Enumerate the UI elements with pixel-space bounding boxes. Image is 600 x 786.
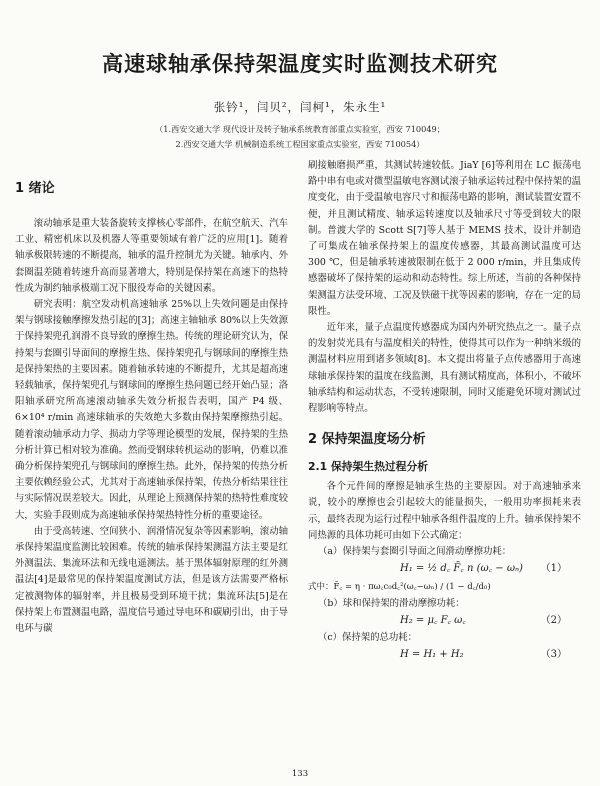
right-column xyxy=(308,158,581,664)
subsection-2-1-title: 2.1 保持架生热过程分析 xyxy=(308,460,429,474)
author-list: 张钤¹，闫贝²，闫柯¹，朱永生¹ xyxy=(213,100,387,114)
equation-3-number: （3） xyxy=(540,649,567,661)
intro-paragraph-continued: 刷接触磨损严重，其测试转速较低。JiaY [6]等利用在 LC 振荡电路中串有电或对微型温敏电容测试滚子轴承运转过程中保持架的温度变化，由于受温敏电容尺寸和振荡电路的影响，测试装置安置不便，并且测试精度、轴承运转速度以及轴承尺寸等受到较大的限制。普渡大学的 Scott S[7]等人基于 MEMS 技术，设计并制造了可集成在轴承保持架上的温度传感器，其最高测试温度可达 300 ℃，但是轴承转速被限制在低于 2 000 r/min，并且集成传感器破坏了保持架的运动和动态特性。综上所述，当前的各种保持架测温方法受环境、工况及铁磁干扰等因素的影响，存在一定的局限性。 xyxy=(308,160,581,317)
intro-paragraph-2: 研究表明：航空发动机高速轴承 25%以上失效问题是由保持架与钢球接触摩擦发热引起的[3]；高速主轴轴承 80%以上失效源于保持架兜孔润滑不良导致的摩擦生热。传统的理论研究认为，保持架与套圈引导面间的摩擦生热、保持架兜孔与钢球间的摩擦生热是保持架热的主要因素。随着轴承转速的不断提升，尤其是超高速轻载轴承，保持架兜孔与钢球间的摩擦生热问题已经开始凸显；洛阳轴承研究所高速滚动轴承失效分析报告表明，国产 P4 级、6×10⁴ r/min 高速球轴承的失效绝大多数由保持架摩擦热引起。随着滚动轴承动力学、损动力学等理论模型的发展，保持架的生热分析计算已相对较为准确。然而受钢球转机运动的影响，仍难以准确分析保持架兜孔与钢球间的摩擦生热。此外，保持架的传热分析主要依赖经验公式，尤其对于高速轴承保持架，传热分析结果往往与实际情况误差较大。因此，从理论上预测保持架的热特性难度较大，实验手段则成为高速轴承保持架热特性分析的重要途径。 xyxy=(15,299,288,521)
section-1-title: 1 绪论 xyxy=(15,181,55,196)
equation-1 xyxy=(308,560,581,578)
item-c: （c）保持架的总功耗： xyxy=(318,632,418,644)
equation-1-expr: H₁ = ½ d꜀ F̄꜀ n (ω꜀ − ωₙ) xyxy=(400,563,523,575)
page-number: 133 xyxy=(291,769,309,779)
equation-3-expr: H = H₁ + H₂ xyxy=(400,649,464,661)
affiliation-2: 2.西安交通大学 机械制造系统工程国家重点实验室，西安 710054） xyxy=(175,139,425,149)
intro-paragraph-1: 滚动轴承是重大装备旋转支撑核心零部件，在航空航天、汽车工业、精密机床以及机器人等重要领域有着广泛的应用[1]。随着轴承极限转速的不断提高，轴承的温升控制尤为关键。轴承内、外套圈温差随着转速升高而显著增大，特别是保持架在高速下的热特性成为制约轴承极端工况下服役寿命的关键因素。 xyxy=(15,218,288,294)
left-column xyxy=(15,180,288,637)
paper-title: 高速球轴承保持架温度实时监测技术研究 xyxy=(102,52,498,76)
heat-paragraph: 各个元件间的摩擦是轴承生热的主要原因。对于高速轴承来说，较小的摩擦也会引起较大的能量损失，一般用功率损耗来表示，最终表现为运行过程中轴承各组件温度的上升。轴承保持架不同热源的具体功耗可由如下公式确定： xyxy=(308,481,581,541)
intro-paragraph-quantum: 近年来，量子点温度传感器成为国内外研究热点之一。量子点的发射荧光具有与温度相关的特性，使得其可以作为一种纳米级的测温材料应用到诸多领域[8]。本文提出将量子点传感器用于高速球轴承保持架的温度在线监测，具有测试精度高，体积小，不破坏轴承结构和运动状态，不受转速限制，同时又能避免环境对测试过程影响等特点。 xyxy=(308,322,581,415)
equation-3 xyxy=(308,646,581,664)
equation-where: 式中：F̄꜀ = η · πω꜀c₀d꜀²(ω꜀−ωₙ) / (1 − d꜀/d₀) xyxy=(308,582,491,593)
equation-2-expr: H₂ = μ꜀ F꜀ ω꜀ xyxy=(400,615,466,627)
item-a: （a）保持架与套圈引导面之间滑动摩擦功耗： xyxy=(318,546,512,558)
intro-paragraph-3: 由于受高转速、空间狭小、润滑情况复杂等因素影响，滚动轴承保持架温度监测比较困难。传统的轴承保持架测温方法主要是红外测温法、集流环法和无线电遥测法。基于黑体辐射原理的红外测温法[4]是最常见的保持架温度测试方法，但是该方法需要严格标定被测物体的辐射率，并且极易受到环境干扰；集流环法[5]是在保持架上布置测温电路，温度信号通过导电环和碳刷引出，由于导电环与碳 xyxy=(15,525,288,635)
equation-1-number: （1） xyxy=(540,563,567,575)
affiliation-1: （1.西安交通大学 现代设计及转子轴承系统教育部重点实验室，西安 710049； xyxy=(155,124,445,134)
section-2-title: 2 保持架温度场分析 xyxy=(308,432,426,448)
item-b: （b）球和保持架的滑动摩擦功耗： xyxy=(318,598,465,610)
equation-2 xyxy=(308,612,581,630)
equation-2-number: （2） xyxy=(540,615,567,627)
